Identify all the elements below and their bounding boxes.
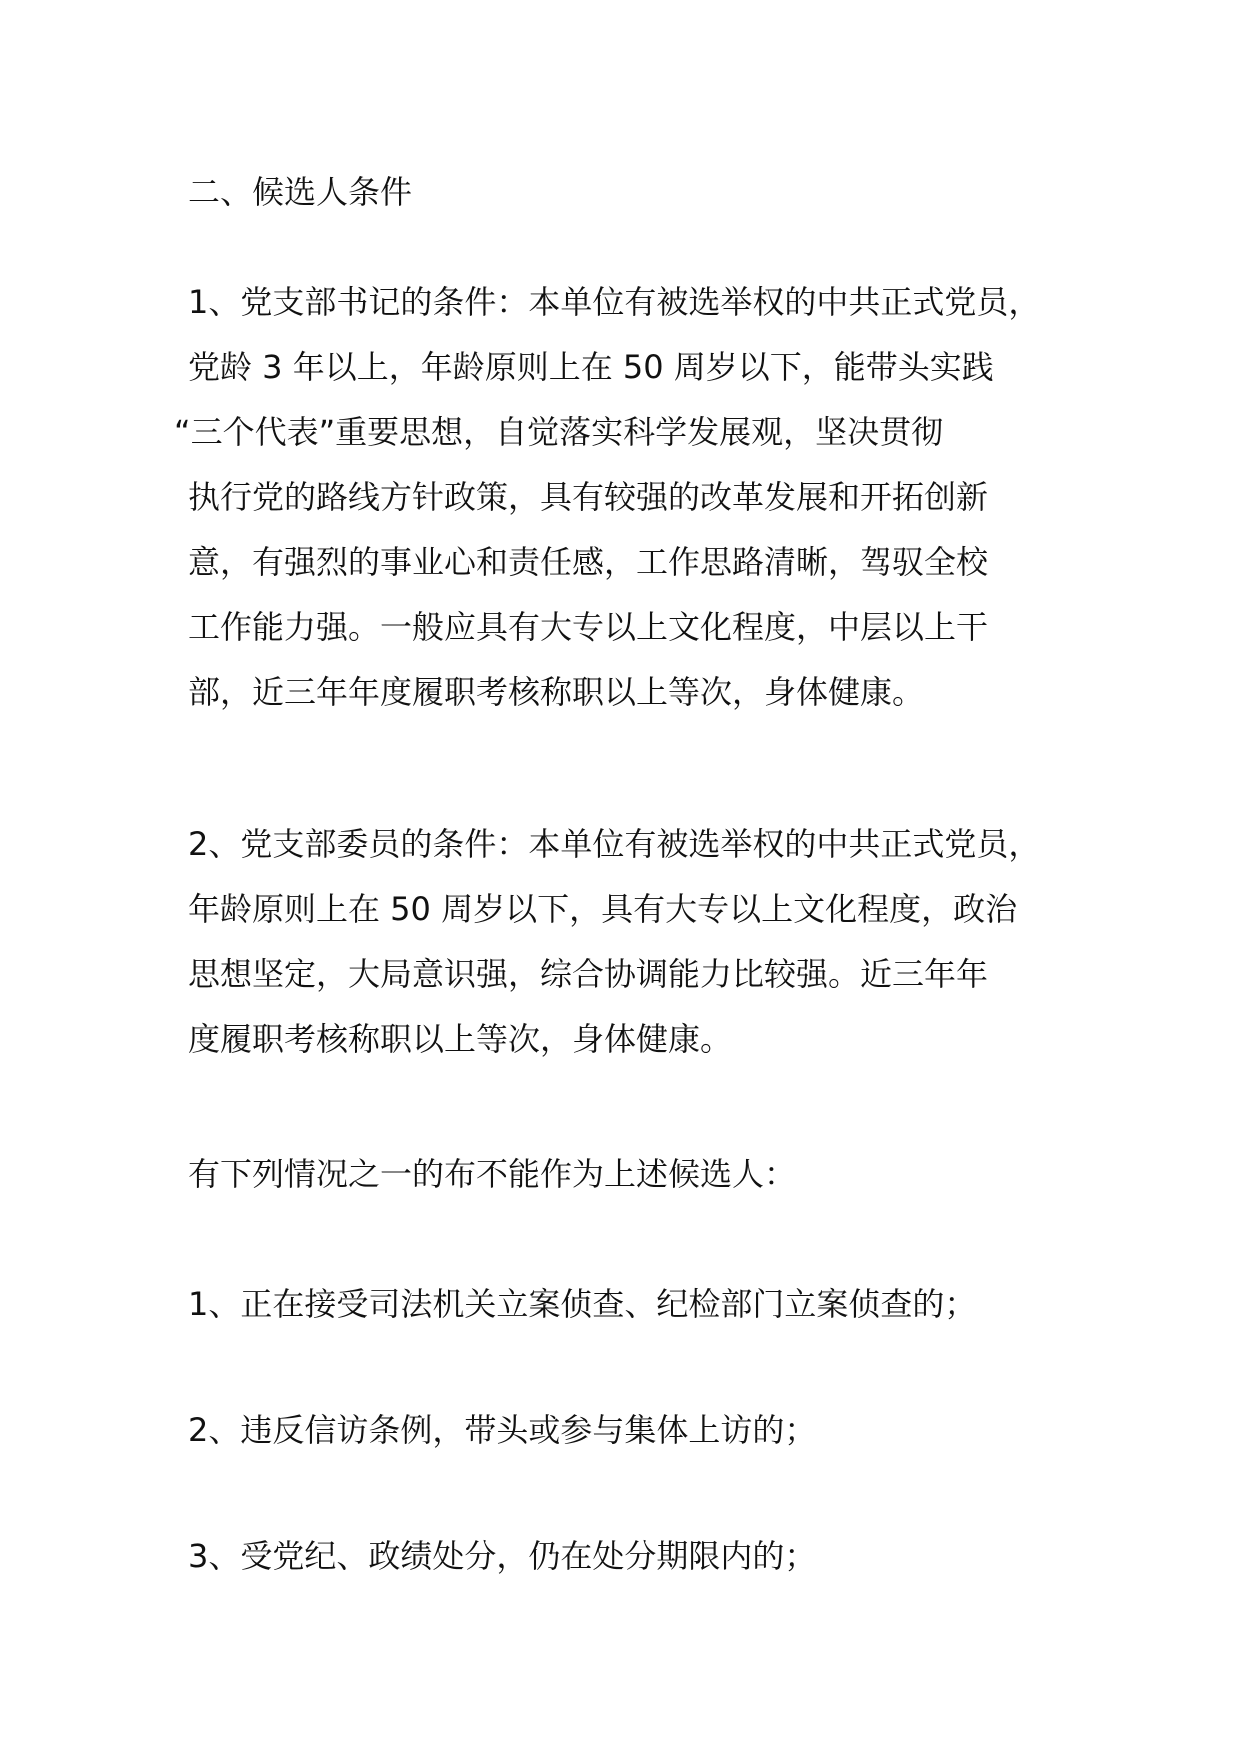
paragraph-committee-member-conditions bbox=[188, 812, 1088, 1072]
paragraph-line: 1、正在接受司法机关立案侦查、纪检部门立案侦查的； bbox=[188, 1285, 977, 1323]
paragraph-line: 工作能力强。一般应具有大专以上文化程度，中层以上干 bbox=[188, 608, 989, 646]
paragraph-line: 1、党支部书记的条件：本单位有被选举权的中共正式党员， bbox=[188, 283, 1041, 321]
paragraph-line: 执行党的路线方针政策，具有较强的改革发展和开拓创新 bbox=[188, 478, 989, 516]
list-item-disqualification-1 bbox=[188, 1272, 1088, 1337]
list-item-disqualification-3 bbox=[188, 1524, 1088, 1589]
paragraph-line: 党龄 3 年以上，年龄原则上在 50 周岁以下，能带头实践 bbox=[188, 348, 994, 386]
paragraph-line: 2、党支部委员的条件：本单位有被选举权的中共正式党员， bbox=[188, 825, 1041, 863]
paragraph-secretary-conditions bbox=[174, 270, 1088, 725]
section-heading-text: 二、候选人条件 bbox=[188, 173, 413, 211]
paragraph-line: 3、受党纪、政绩处分，仍在处分期限内的； bbox=[188, 1537, 817, 1575]
section-heading bbox=[188, 160, 1088, 225]
paragraph-line: 部，近三年年度履职考核称职以上等次，身体健康。 bbox=[188, 673, 925, 711]
paragraph-disqualification-intro bbox=[188, 1142, 1088, 1207]
paragraph-line: 年龄原则上在 50 周岁以下，具有大专以上文化程度，政治 bbox=[188, 890, 1018, 928]
list-item-disqualification-2 bbox=[188, 1398, 1088, 1463]
paragraph-line: 2、违反信访条例，带头或参与集体上访的； bbox=[188, 1411, 817, 1449]
paragraph-line: 有下列情况之一的布不能作为上述候选人： bbox=[188, 1155, 797, 1193]
paragraph-line: “三个代表”重要思想，自觉落实科学发展观，坚决贯彻 bbox=[174, 413, 944, 451]
paragraph-line: 思想坚定，大局意识强，综合协调能力比较强。近三年年 bbox=[188, 955, 989, 993]
paragraph-line: 意，有强烈的事业心和责任感，工作思路清晰，驾驭全校 bbox=[188, 543, 989, 581]
paragraph-line: 度履职考核称职以上等次，身体健康。 bbox=[188, 1020, 733, 1058]
